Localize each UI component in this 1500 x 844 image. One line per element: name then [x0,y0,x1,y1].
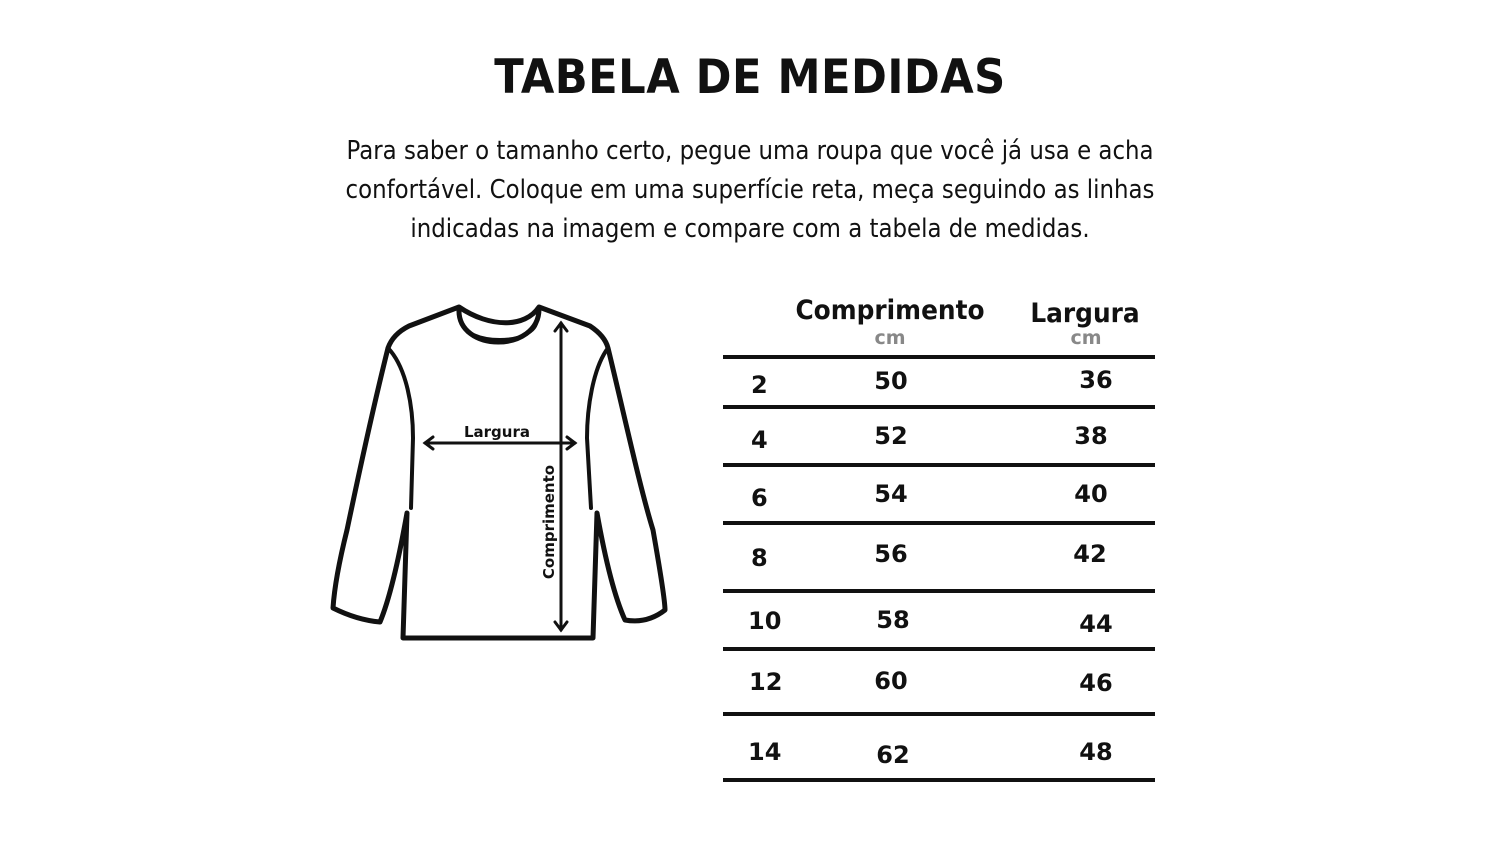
length-cell: 60 [874,667,908,695]
width-cell: 42 [1073,540,1107,568]
intro-text [310,132,1190,249]
size-cell: 4 [751,426,768,454]
width-cell: 48 [1079,738,1113,766]
length-cell: 54 [874,480,908,508]
width-cell: 36 [1079,366,1113,394]
width-cell: 40 [1074,480,1108,508]
intro-line-1: Para saber o tamanho certo, pegue uma roupa que você já usa e acha [346,136,1154,166]
header-width-unit: cm [1070,327,1102,349]
intro-line-2: confortável. Coloque em uma superfície reta, meça seguindo as linhas [345,175,1155,205]
size-cell: 10 [748,607,782,635]
header-width: Largura [1030,298,1140,329]
length-cell: 58 [876,606,910,634]
table-rule [723,355,1155,359]
length-label: Comprimento [540,464,558,580]
length-cell: 52 [874,422,908,450]
width-label: Largura [463,423,531,441]
table-rule [723,521,1155,525]
table-rule [723,405,1155,409]
width-cell: 44 [1079,610,1113,638]
table-rule [723,778,1155,782]
size-cell: 8 [751,544,768,572]
table-rule [723,712,1155,716]
long-sleeve-shirt-illustration [325,298,675,648]
size-cell: 14 [748,738,782,766]
length-cell: 56 [874,540,908,568]
size-cell: 2 [751,371,768,399]
table-rule [723,463,1155,467]
shirt-outline [333,307,665,638]
header-length: Comprimento [795,295,985,326]
length-cell: 62 [876,741,910,769]
table-rule [723,647,1155,651]
size-cell: 6 [751,484,768,512]
intro-line-3: indicadas na imagem e compare com a tabela de medidas. [410,214,1090,244]
header-length-unit: cm [874,327,906,349]
page-title: TABELA DE MEDIDAS [494,50,1006,105]
width-cell: 46 [1079,669,1113,697]
size-cell: 12 [749,668,783,696]
table-rule [723,589,1155,593]
length-cell: 50 [874,367,908,395]
width-cell: 38 [1074,422,1108,450]
